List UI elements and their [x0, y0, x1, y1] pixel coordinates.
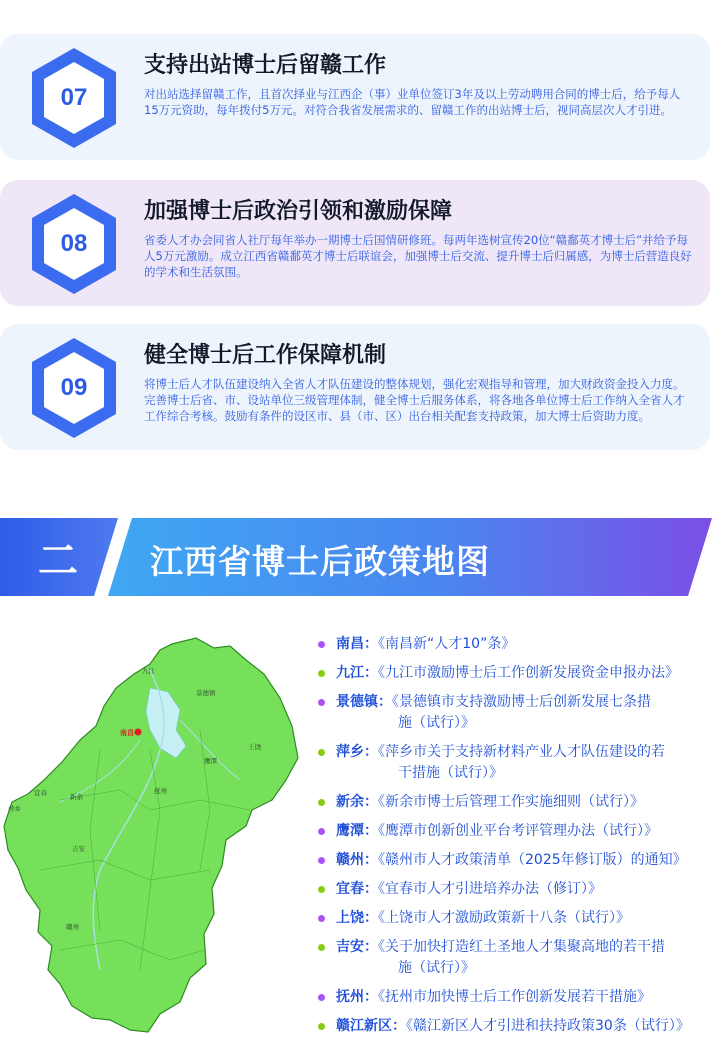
bullet-dot-icon: [318, 944, 325, 951]
bullet-dot-icon: [318, 670, 325, 677]
policy-city: 萍乡：: [336, 744, 378, 760]
bullet-dot-icon: [318, 799, 325, 806]
policy-city: 九江：: [336, 665, 378, 681]
hexagon-badge-icon: [28, 46, 120, 150]
card-body: 对出站选择留赣工作，且首次择业与江西企（事）业单位签订3年及以上劳动聘用合同的博士后，给予每人15万元资助，每年拨付5万元。对符合我省发展需求的、留赣工作的出站博士后，视同高层次人才引进。: [144, 87, 681, 117]
card-body: 省委人才办会同省人社厅每年举办一期博士后国情研修班。每两年选树宣传20位“赣鄱英才博士后”并给予每人5万元激励。成立江西省赣鄱英才博士后联谊会，加强博士后交流、提升博士后归属感，为博士后营造良好的学术和生活氛围。: [144, 233, 692, 279]
policy-card-08: [0, 180, 710, 306]
policy-document: 《上饶市人才激励政策新十八条（试行）》: [378, 910, 630, 926]
policy-card-09: [0, 324, 710, 450]
card-number: 07: [60, 84, 88, 111]
hexagon-badge-icon: [28, 192, 120, 296]
bullet-dot-icon: [318, 857, 325, 864]
map-label-jiujiang: 九江: [142, 667, 155, 675]
policy-document: 《关于加快打造红土圣地人才集聚高地的若干措: [378, 939, 665, 955]
map-label-jingdezhen: 景德镇: [196, 689, 216, 697]
map-label-shangrao: 上饶: [248, 743, 261, 751]
bullet-dot-icon: [318, 994, 325, 1001]
policy-document: 《南昌新“人才10”条》: [378, 636, 516, 652]
policy-city: 赣州：: [336, 852, 378, 868]
bullet-dot-icon: [318, 886, 325, 893]
policy-item: [312, 1016, 710, 1037]
policy-document-continued: 施（试行）》: [398, 715, 475, 731]
policy-city: 鹰潭：: [336, 823, 378, 839]
map-label-yingtan: 鹰潭: [204, 757, 217, 765]
section-banner: [0, 518, 712, 596]
policy-document: 《新余市博士后管理工作实施细则（试行）》: [378, 794, 644, 810]
policy-document: 《九江市激励博士后工作创新发展资金申报办法》: [378, 665, 679, 681]
policy-city: 宜春：: [336, 881, 378, 897]
policy-item: [312, 937, 710, 979]
bullet-dot-icon: [318, 749, 325, 756]
map-label-jian: 吉安: [72, 845, 85, 853]
map-label-fuzhou: 抚州: [154, 787, 167, 795]
policy-city: 景德镇：: [336, 694, 392, 710]
map-label-yichun: 宜春: [34, 789, 47, 797]
card-number: 09: [60, 374, 88, 401]
policy-document: 《萍乡市关于支持新材料产业人才队伍建设的若: [378, 744, 665, 760]
policy-city: 赣江新区：: [336, 1018, 406, 1034]
policy-item: [312, 663, 710, 684]
policy-document-continued: 干措施（试行）》: [398, 765, 503, 781]
policy-item: [312, 821, 710, 842]
hexagon-badge-icon: [28, 336, 120, 440]
policy-city: 南昌：: [336, 636, 378, 652]
card-title: 支持出站博士后留赣工作: [144, 53, 387, 78]
policy-document: 《抚州市加快博士后工作创新发展若干措施》: [378, 989, 651, 1005]
policy-item: [312, 879, 710, 900]
policy-city: 吉安：: [336, 939, 378, 955]
policy-item: [312, 742, 710, 784]
policy-document: 《宜春市人才引进培养办法（修订）》: [378, 881, 602, 897]
map-label-ganzhou: 赣州: [66, 923, 79, 931]
policy-list: [312, 634, 710, 1045]
policy-city: 上饶：: [336, 910, 378, 926]
jiangxi-map: [0, 630, 300, 1040]
bullet-dot-icon: [318, 828, 325, 835]
policy-item: [312, 692, 710, 734]
policy-city: 抚州：: [336, 989, 378, 1005]
policy-card-07: [0, 34, 710, 160]
bullet-dot-icon: [318, 1023, 325, 1030]
section-number: 二: [38, 537, 78, 584]
bullet-dot-icon: [318, 641, 325, 648]
bullet-dot-icon: [318, 699, 325, 706]
policy-item: [312, 792, 710, 813]
map-label-nanchang: 南昌: [120, 729, 134, 737]
card-number: 08: [60, 230, 88, 257]
policy-item: [312, 908, 710, 929]
bullet-dot-icon: [318, 915, 325, 922]
policy-document-continued: 施（试行）》: [398, 960, 475, 976]
policy-item: [312, 634, 710, 655]
policy-city: 新余：: [336, 794, 378, 810]
card-title: 健全博士后工作保障机制: [144, 343, 387, 368]
map-label-pingxiang: 萍乡: [8, 805, 21, 813]
policy-document: 《鹰潭市创新创业平台考评管理办法（试行）》: [378, 823, 658, 839]
policy-document: 《赣江新区人才引进和扶持政策30条（试行）》: [406, 1018, 690, 1034]
card-body: 将博士后人才队伍建设纳入全省人才队伍建设的整体规划，强化宏观指导和管理，加大财政资金投入力度。完善博士后省、市、设站单位三级管理体制，健全博士后服务体系，将各地各单位博士后工作纳入全省人才工作综合考核。鼓励有条件的设区市、县（市、区）出台相关配套支持政策，加大博士后资助力度。: [144, 377, 685, 423]
policy-document: 《赣州市人才政策清单（2025年修订版）的通知》: [378, 852, 687, 868]
section-title: 江西省博士后政策地图: [150, 542, 490, 581]
policy-document: 《景德镇市支持激励博士后创新发展七条措: [392, 694, 651, 710]
card-title: 加强博士后政治引领和激励保障: [144, 199, 453, 224]
policy-item: [312, 987, 710, 1008]
map-label-xinyu: 新余: [70, 793, 83, 801]
policy-item: [312, 850, 710, 871]
